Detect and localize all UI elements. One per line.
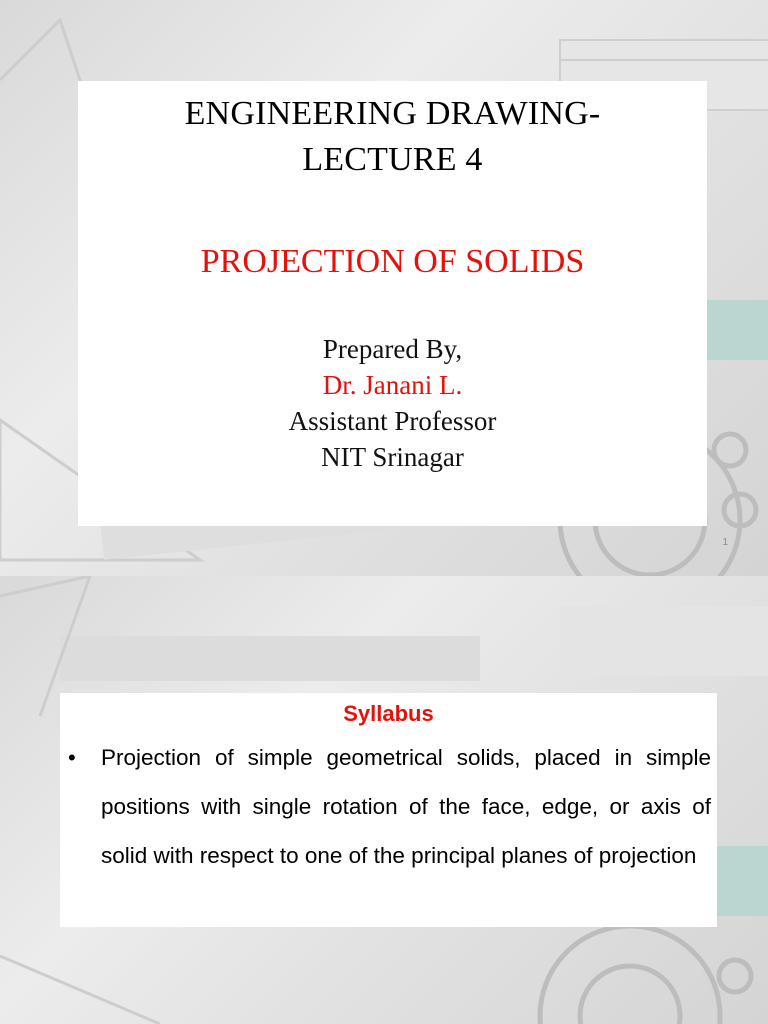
page-number: 1 — [722, 537, 728, 548]
bullet-icon: • — [68, 745, 76, 770]
slide-2 — [0, 576, 768, 1024]
subtitle: PROJECTION OF SOLIDS — [200, 243, 585, 280]
title-line-2: LECTURE 4 — [302, 141, 483, 178]
author-name: Dr. Janani L. — [322, 370, 463, 400]
credits — [78, 331, 707, 475]
title-box — [78, 81, 707, 526]
background-ruler-teal — [717, 846, 768, 916]
background-ruler-top — [60, 606, 768, 681]
syllabus-box — [60, 693, 717, 927]
bullet-text: Projection of simple geometrical solids, placed in simple positions with single rotation of the face, edge, or axis of solid with respect to one of the principal planes of projection — [101, 745, 711, 868]
syllabus-heading: Syllabus — [343, 701, 434, 726]
background-bearing — [540, 926, 751, 1024]
title-line-1: ENGINEERING DRAWING- — [184, 95, 601, 132]
institute: NIT Srinagar — [321, 442, 464, 472]
list-item — [66, 733, 711, 880]
prepared-by: Prepared By, — [322, 334, 463, 364]
designation: Assistant Professor — [288, 406, 497, 436]
